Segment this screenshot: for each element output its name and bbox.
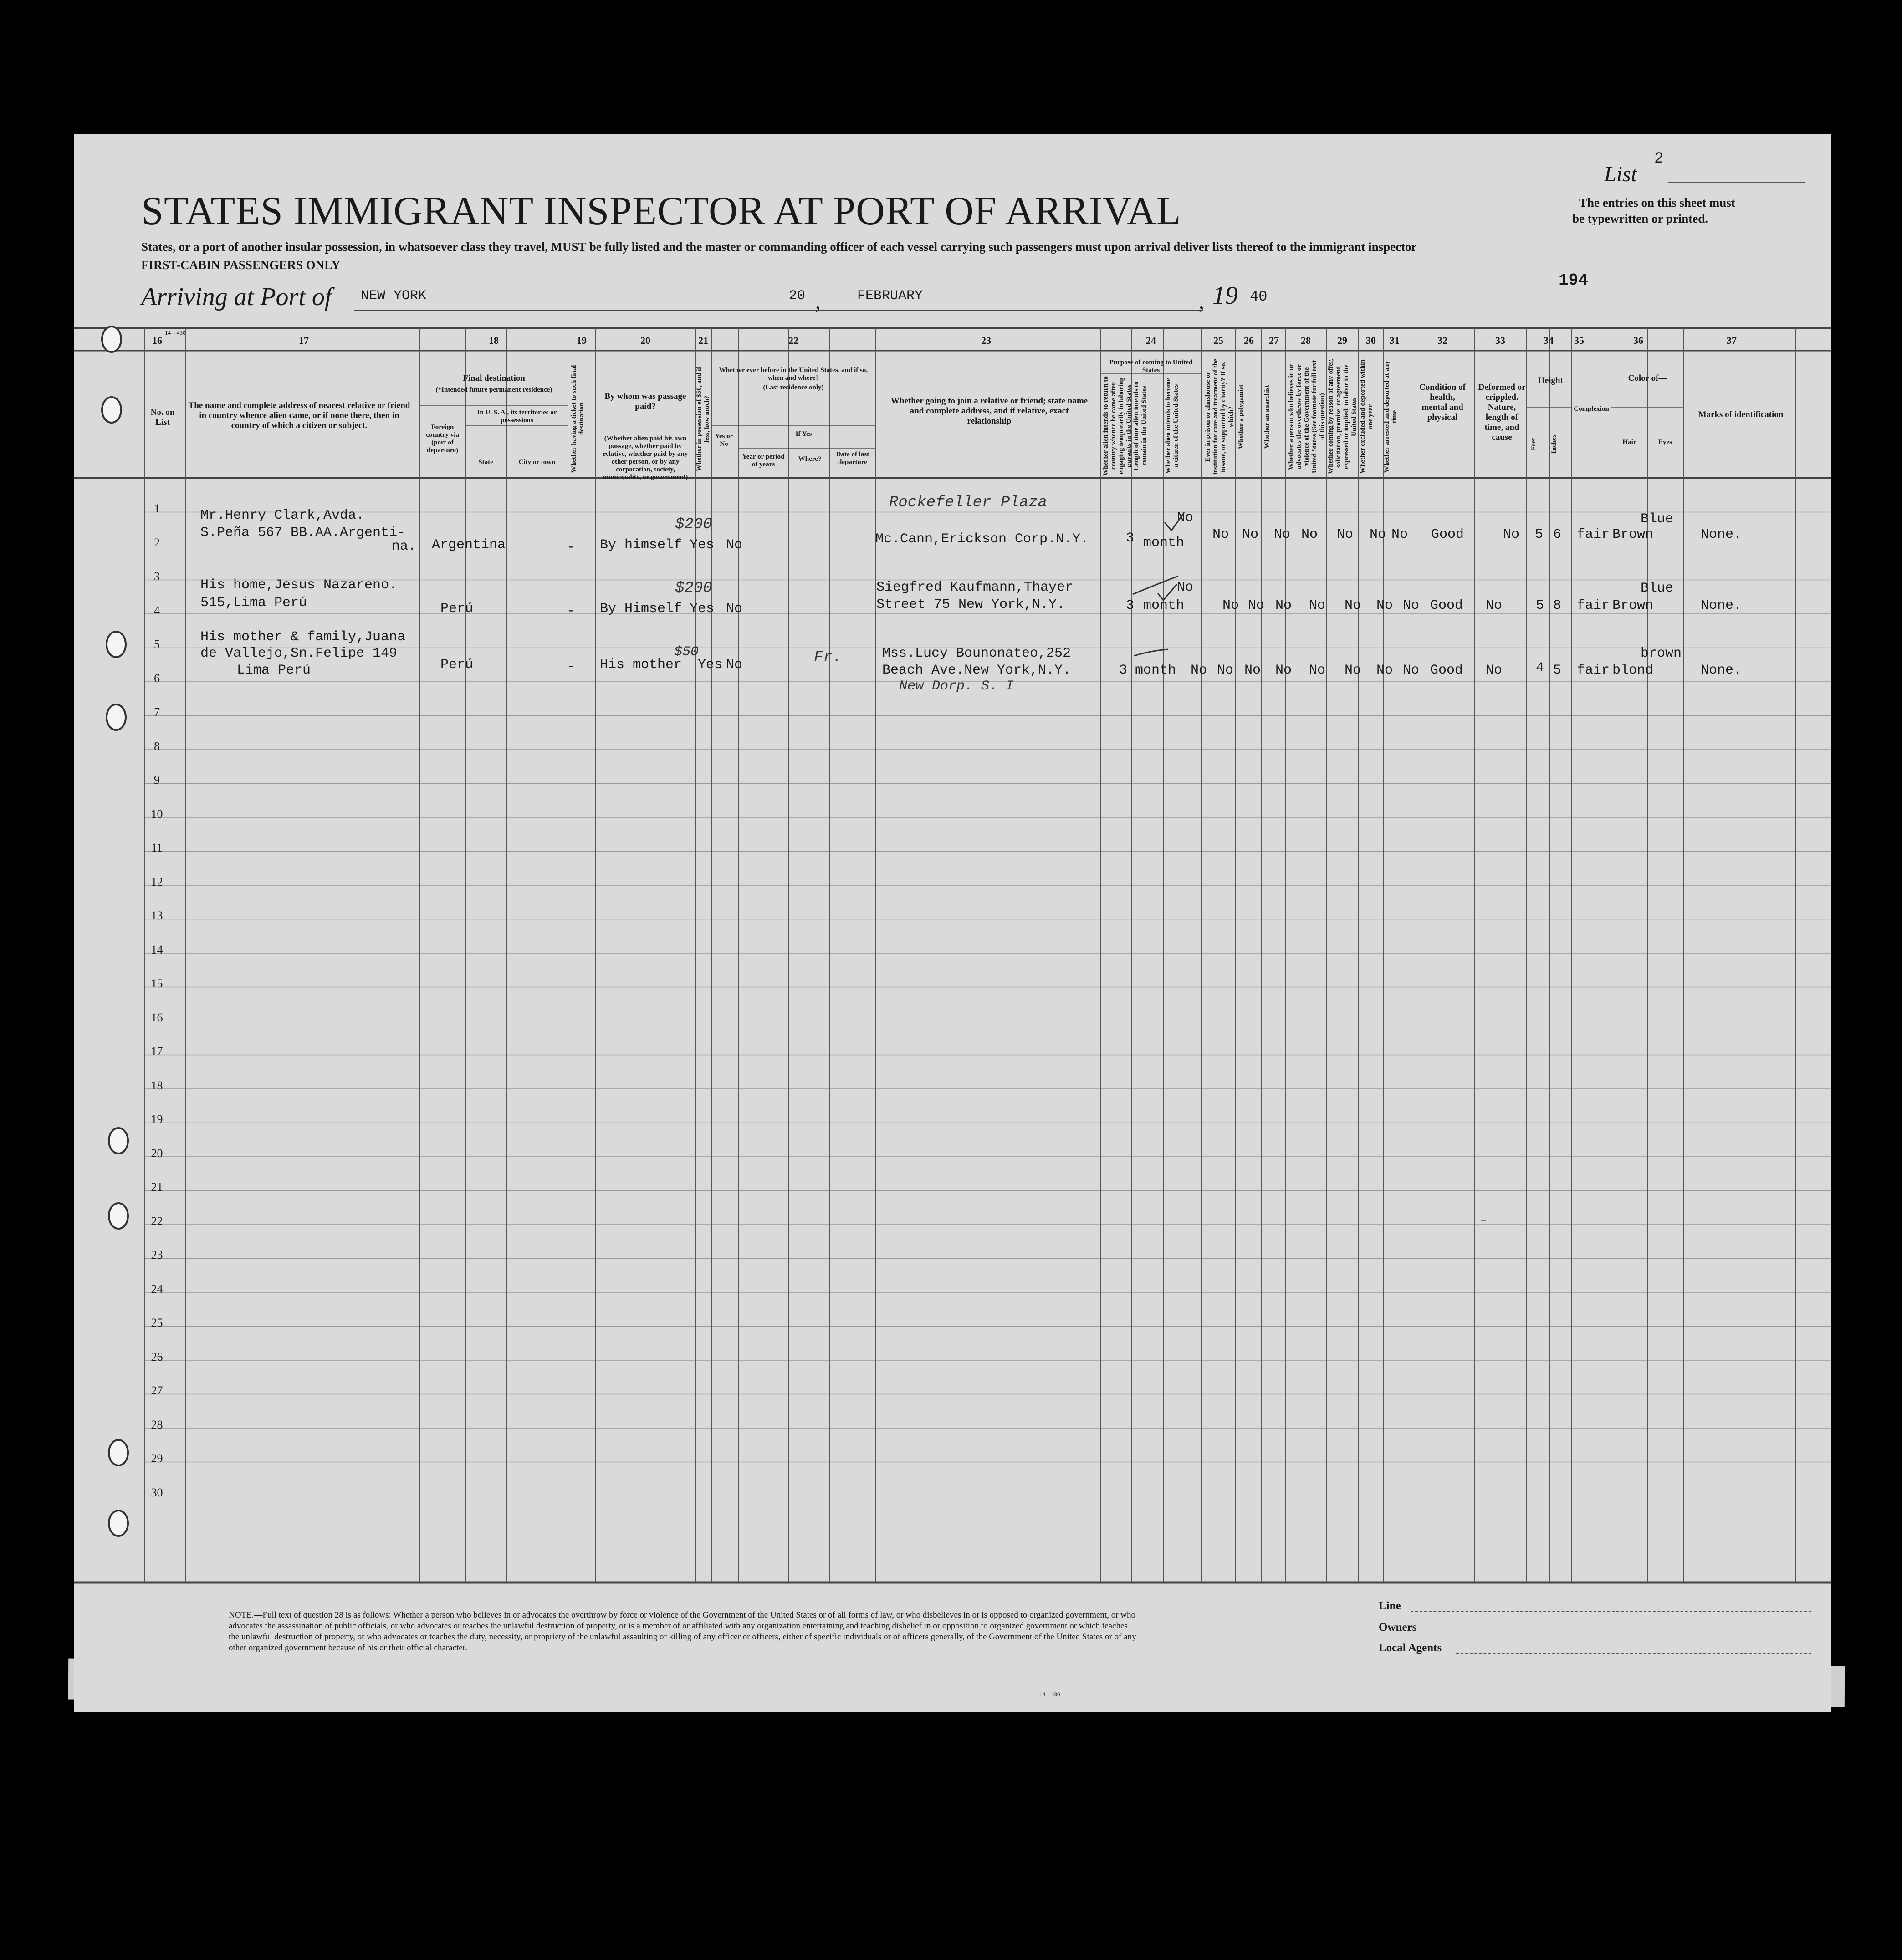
month-field: FEBRUARY	[857, 288, 923, 304]
r1-join: Mc.Cann,Erickson Corp.N.Y.	[875, 531, 1089, 547]
r3-join-1: Siegfred Kaufmann,Thayer	[876, 580, 1074, 595]
r5-hair: blond	[1612, 663, 1654, 678]
column-number: 31	[1390, 335, 1400, 346]
column-number: 26	[1244, 335, 1254, 346]
r5-join-2: Beach Ave.New York,N.Y.	[882, 663, 1071, 678]
r3-feet: 5	[1536, 598, 1544, 613]
page-title: STATES IMMIGRANT INSPECTOR AT PORT OF ARRIVAL	[141, 189, 1181, 233]
column-number: 28	[1301, 335, 1311, 346]
header-complexion: Complexion	[1574, 405, 1609, 413]
r1-health: Good	[1431, 527, 1464, 542]
year-prefix: 19	[1212, 281, 1238, 310]
r1-deformed: No	[1503, 527, 1520, 542]
column-number: 36	[1633, 335, 1643, 346]
r1-money-yes: Yes	[690, 537, 715, 553]
r1-relative-3: na.	[392, 539, 417, 554]
header-where: Where?	[798, 455, 822, 463]
r1-relative-1: Mr.Henry Clark,Avda.	[200, 508, 365, 523]
footer-agents-label: Local Agents	[1379, 1642, 1442, 1654]
header-labor-offer: Whether coming by reason of any offer, solicitation, promise, or agreement, expressed or implied, to labor in the United States	[1327, 359, 1358, 475]
r5-health: Good	[1430, 663, 1463, 678]
r5-money-yes: Yes	[698, 657, 723, 673]
r1-anarchist: No	[1274, 527, 1291, 542]
header-ever-before: Whether ever before in the United States, and if so, when and where?	[719, 367, 868, 382]
header-departure-date: Date of last departure	[836, 451, 869, 466]
r1-ticket: -	[567, 540, 575, 555]
header-passage-note: (Whether alien paid his own passage, whether paid by relative, whether paid by any other person, or by any corporation, society, municipality, or government)	[603, 435, 688, 481]
r3-arrested: No	[1403, 598, 1420, 613]
r3-inches: 8	[1553, 598, 1562, 613]
r1-polygamist: No	[1242, 527, 1259, 542]
header-deformed: Deformed or crippled. Nature, length of time, and cause	[1478, 383, 1526, 442]
row-number: 29	[151, 1452, 163, 1465]
r5-money: $50	[674, 644, 699, 660]
r1-labor-offer: No	[1337, 527, 1354, 542]
column-number: 22	[788, 335, 798, 346]
column-number: 17	[299, 335, 309, 346]
footer-agents-field[interactable]	[1456, 1653, 1811, 1654]
class-line: FIRST-CABIN PASSENGERS ONLY	[141, 258, 341, 272]
header-final-destination: Final destination	[463, 373, 525, 383]
arriving-label: Arriving at Port of	[141, 283, 332, 311]
r3-before-us: No	[726, 601, 743, 617]
r1-inches: 6	[1553, 527, 1562, 542]
r3-marks: None.	[1701, 598, 1742, 613]
column-number: 24	[1146, 335, 1156, 346]
row-number: 25	[151, 1316, 163, 1329]
row-number: 9	[154, 773, 160, 786]
r1-marks: None.	[1701, 527, 1742, 542]
r1-hair: Brown	[1612, 527, 1654, 542]
header-join-relative: Whether going to join a relative or friend; state name and complete address, and if relative, exact relationship	[890, 396, 1088, 426]
header-destination-note: (*Intended future permanent residence)	[435, 386, 552, 393]
r1-prison: No	[1212, 527, 1229, 542]
r5-mark-22: Fr.	[814, 649, 842, 666]
comma: ,	[1199, 290, 1204, 314]
r3-join-2: Street 75 New York,N.Y.	[876, 597, 1065, 612]
r5-join-1: Mss.Lucy Bounonateo,252	[882, 646, 1071, 661]
header-overthrow: Whether a person who believes in or advocates the overthrow by force or violence of the Government of the United States (See footnote for full text of this question)	[1288, 360, 1326, 474]
hand-stroke	[1134, 649, 1168, 656]
row-number: 26	[151, 1350, 163, 1363]
r5-destination: Perú	[440, 657, 474, 673]
r5-join-handwritten: New Dorp. S. I	[899, 679, 1014, 694]
r1-complexion: fair	[1577, 527, 1610, 542]
header-yes-no: Yes or No	[715, 433, 733, 448]
comma: ,	[815, 290, 821, 314]
row-number: 24	[151, 1282, 163, 1296]
r3-anarchist: No	[1275, 598, 1292, 613]
r5-length-num: 3	[1119, 663, 1128, 678]
row-number: 18	[151, 1078, 163, 1092]
column-number: 27	[1269, 335, 1279, 346]
r5-eyes: brown	[1641, 646, 1682, 661]
r3-complexion: fair	[1577, 598, 1610, 613]
header-last-residence: (Last residence only)	[763, 384, 824, 391]
r5-excluded: No	[1376, 663, 1393, 678]
header-inches: Inches	[1550, 434, 1558, 454]
header-intends-return: Whether alien intends to return to country whence he came after engaging temporarily in laboring pursuits in the United States	[1102, 376, 1133, 476]
header-ticket: Whether having a ticket to such final destination	[570, 365, 585, 473]
header-marks: Marks of identification	[1698, 410, 1784, 419]
r3-relative-2: 515,Lima Perú	[200, 595, 307, 611]
column-number: 33	[1495, 335, 1505, 346]
row-number: 6	[154, 671, 160, 685]
row-number: 17	[151, 1045, 163, 1058]
r3-money-yes: Yes	[690, 601, 715, 617]
row-number: 12	[151, 875, 163, 888]
row-number: 16	[151, 1011, 163, 1024]
header-eyes: Eyes	[1658, 439, 1672, 446]
r5-before-us: No	[726, 657, 743, 673]
port-field: NEW YORK	[361, 288, 427, 304]
instruction-line-2: be typewritten or printed.	[1572, 212, 1708, 225]
punch-hole	[106, 704, 127, 731]
r5-citizen: No	[1191, 663, 1207, 678]
r3-length-unit: month	[1143, 598, 1185, 613]
form-number-top: 14—430	[165, 329, 186, 336]
row-number: 8	[154, 739, 160, 753]
r3-excluded: No	[1376, 598, 1393, 613]
footer-owners-label: Owners	[1379, 1621, 1417, 1633]
r1-destination: Argentina	[432, 537, 506, 553]
header-purpose: Purpose of coming to United States	[1109, 359, 1193, 374]
column-number: 35	[1574, 335, 1584, 346]
column-number: 32	[1437, 335, 1447, 346]
row-number: 28	[151, 1418, 163, 1431]
handwritten-marks	[74, 134, 1831, 1712]
r5-prison: No	[1217, 663, 1234, 678]
r5-feet: 4	[1536, 660, 1544, 676]
header-polygamist: Whether a polygamist	[1237, 384, 1245, 449]
r1-excluded: No	[1370, 527, 1386, 542]
header-citizen: Whether alien intends to become a citizen of the United States	[1165, 378, 1180, 474]
r5-relative-3: Lima Perú	[237, 663, 311, 678]
footnote: NOTE.—Full text of question 28 is as follows: Whether a person who believes in or advocates the overthrow by force or violence of the Government of the United States or of all forms of law, or who disbelieves in or is opposed to organized government, or who advocates the assassination of public officials, or who advocates or teaches the unlawful destruction of property, or is a member of or affiliated with any organization entertaining and teaching disbelief in or opposition to organized government or which teaches the unlawful destruction of property, or who advocates or teaches the duty, necessity, or propriety of the unlawful assaulting or killing of any officer or officers, either of specific individuals or of officers generally, of the Government of the United States or of any other organized government because of his or their official character.	[229, 1610, 1136, 1653]
row-number: 5	[154, 638, 160, 651]
r5-deformed: No	[1486, 663, 1503, 678]
r5-labor-offer: No	[1345, 663, 1361, 678]
r1-paid-by: By himself	[600, 537, 682, 553]
row-number: 15	[151, 977, 163, 990]
row-number: 10	[151, 807, 163, 821]
header-fifty-dollars: Whether in possession of $50, and if less, how much?	[695, 367, 711, 471]
r5-marks: None.	[1701, 663, 1742, 678]
row-number: 14	[151, 943, 163, 956]
header-height: Height	[1538, 376, 1563, 385]
footer-line-field[interactable]	[1411, 1611, 1811, 1612]
row-number: 4	[154, 603, 160, 617]
row-number: 27	[151, 1384, 163, 1397]
r1-money: $200	[675, 516, 712, 533]
column-number: 34	[1544, 335, 1554, 346]
column-number: 30	[1366, 335, 1376, 346]
row-number: 1	[154, 502, 160, 515]
r5-length-unit: month	[1135, 663, 1176, 678]
r5-relative-1: His mother & family,Juana	[200, 629, 406, 645]
r5-inches: 5	[1553, 663, 1562, 678]
r1-before-us: No	[726, 537, 743, 553]
column-number: 23	[981, 335, 991, 346]
punch-hole	[108, 1202, 129, 1230]
r3-money: $200	[675, 580, 712, 597]
header-relative: The name and complete address of nearest relative or friend in country whence alien came, or if none there, then in country of which a citizen or subject.	[188, 401, 410, 430]
r1-feet: 5	[1535, 527, 1544, 542]
punch-hole	[108, 1127, 129, 1154]
r5-arrested: No	[1403, 663, 1420, 678]
r5-ticket: -	[567, 659, 575, 674]
r3-relative-1: His home,Jesus Nazareno.	[200, 577, 398, 593]
r3-overthrow: No	[1309, 598, 1326, 613]
r5-anarchist: No	[1275, 663, 1292, 678]
r1-overthrow: No	[1301, 527, 1318, 542]
column-number: 16	[152, 335, 162, 346]
r3-length-num: 3	[1126, 598, 1135, 613]
day-field: 20	[789, 288, 806, 304]
punch-hole	[106, 631, 127, 658]
r3-deformed: No	[1486, 598, 1503, 613]
r3-polygamist: No	[1248, 598, 1265, 613]
row-number: 30	[151, 1485, 163, 1499]
header-hair: Hair	[1622, 439, 1636, 446]
r1-citizen: No	[1177, 510, 1194, 526]
year-stamp: 194	[1559, 271, 1588, 290]
manifest-sheet	[74, 134, 1831, 1712]
header-city: City or town	[518, 459, 556, 466]
r3-paid-by: By Himself	[600, 601, 682, 617]
r1-arrested: No	[1391, 527, 1408, 542]
column-number: 18	[489, 335, 499, 346]
column-number: 19	[577, 335, 587, 346]
header-passage-paid: By whom was passage paid?	[604, 392, 686, 411]
header-color-of: Color of—	[1628, 373, 1667, 383]
header-feet: Feet	[1530, 438, 1537, 450]
r3-health: Good	[1430, 598, 1463, 613]
column-number: 25	[1213, 335, 1223, 346]
instruction-line-1: The entries on this sheet must	[1579, 196, 1735, 209]
column-number: 29	[1337, 335, 1347, 346]
row-number: 19	[151, 1113, 163, 1126]
r3-destination: Perú	[440, 601, 474, 617]
header-prison: Ever in prison or almshouse or institution for care and treatment of the insane, or supported by charity? If so, which?	[1204, 358, 1235, 475]
header-foreign-country: Foreign country via (port of departure)	[426, 424, 459, 454]
r1-eyes: Blue	[1641, 511, 1674, 527]
header-in-usa: In U. S. A., its territories or possessions	[477, 409, 557, 424]
r5-polygamist: No	[1244, 663, 1261, 678]
r3-hair: Brown	[1612, 598, 1654, 613]
punch-hole	[101, 396, 122, 424]
row-number: 20	[151, 1146, 163, 1160]
year-suffix: 40	[1250, 288, 1268, 305]
header-anarchist: Whether an anarchist	[1263, 385, 1271, 449]
header-health: Condition of health, mental and physical	[1419, 383, 1466, 422]
row-number: 21	[151, 1180, 163, 1194]
punch-hole	[108, 1510, 129, 1537]
row-number: 13	[151, 909, 163, 922]
row-number: 23	[151, 1248, 163, 1261]
r5-complexion: fair	[1577, 663, 1610, 678]
column-number: 20	[640, 335, 650, 346]
punch-hole	[108, 1439, 129, 1466]
r1-join-handwritten: Rockefeller Plaza	[889, 494, 1047, 511]
row-number: 2	[154, 536, 160, 549]
row-number: 3	[154, 570, 160, 583]
list-label: List	[1604, 162, 1637, 186]
header-years: Year or period of years	[742, 453, 785, 468]
form-number-bottom: 14—430	[1039, 1691, 1060, 1698]
r3-labor-offer: No	[1345, 598, 1361, 613]
r3-citizen: No	[1177, 580, 1194, 595]
row-number: 7	[154, 705, 160, 719]
r1-length-unit: month	[1143, 535, 1185, 551]
r1-length-num: 3	[1126, 531, 1135, 546]
r5-relative-2: de Vallejo,Sn.Felipe 149	[200, 646, 398, 661]
row-number: 22	[151, 1214, 163, 1228]
r5-paid-by: His mother	[600, 657, 682, 673]
header-excluded: Whether excluded and deported within one year	[1359, 359, 1374, 474]
subtitle: States, or a port of another insular possession, in whatsoever class they travel, MUST be fully listed and the master or commanding officer of each vessel carrying such passengers must upon arrival deliver lists thereof to the immigrant inspector	[141, 240, 1417, 254]
column-number: 21	[698, 335, 708, 346]
r1-relative-2: S.Peña 567 BB.AA.Argenti-	[200, 525, 406, 541]
column-number: 37	[1727, 335, 1737, 346]
header-state: State	[478, 459, 493, 466]
check-mark	[1165, 512, 1184, 531]
r3-ticket: -	[567, 603, 575, 619]
row-number: 11	[151, 841, 163, 854]
header-arrested: Whether arrested and deported at any time	[1383, 361, 1398, 473]
check-marks	[1133, 512, 1184, 656]
r3-eyes: Blue	[1641, 581, 1674, 596]
check-mark	[1158, 584, 1177, 600]
header-no-on-list: No. on List	[150, 408, 175, 427]
r3-prison: No	[1222, 598, 1239, 613]
punch-hole	[101, 326, 122, 353]
list-number: 2	[1654, 150, 1664, 168]
header-length-stay: Length of time alien intends to remain in the United States	[1133, 381, 1148, 470]
header-if-yes: If Yes—	[795, 430, 819, 438]
r5-overthrow: No	[1309, 663, 1326, 678]
footer-line-label: Line	[1379, 1600, 1401, 1612]
